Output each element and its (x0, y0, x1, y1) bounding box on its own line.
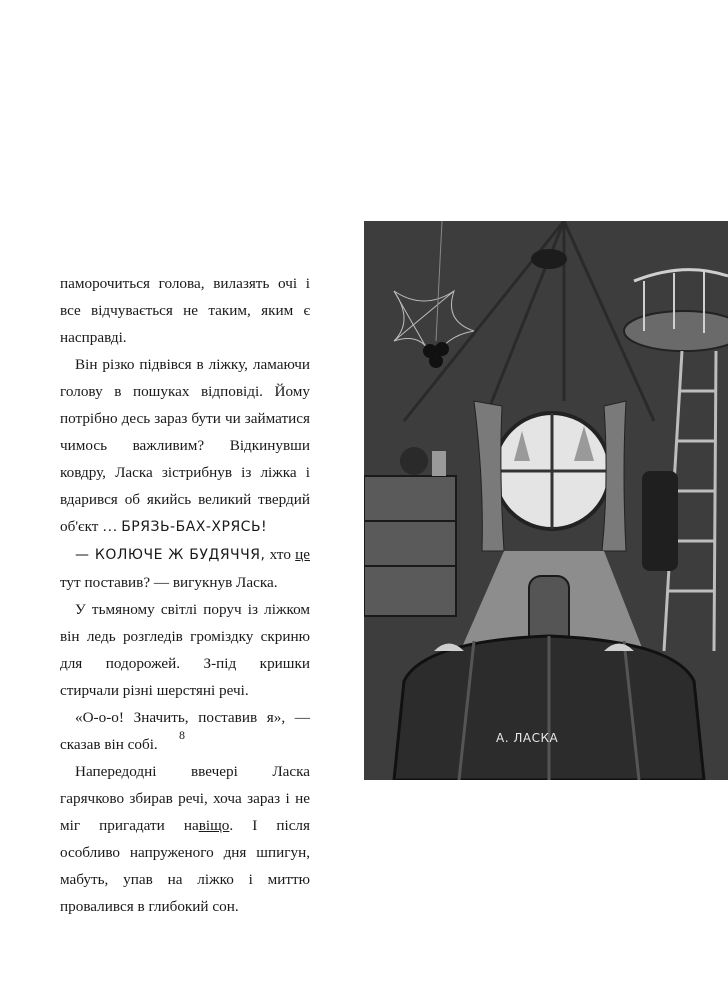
right-curtain (602, 401, 626, 551)
dresser (364, 447, 456, 616)
paragraph-6-text-a: Напередодні ввечері Ласка гарячково збирав речі, хоча зараз і не міг пригадати на (60, 763, 310, 834)
loft-platform (624, 270, 728, 351)
trunk-label: А. ЛАСКА (496, 731, 559, 745)
paragraph-1: паморочиться голова, вилазять очі і все відчувається не таким, яким є насправді. (60, 275, 310, 346)
ceiling-beams (404, 221, 654, 421)
travel-trunk (394, 636, 704, 780)
paragraph-6-text-b: . І після особливо напруженого дня шпигун, мабуть, упав на ліжко і миттю провалився в глибокий сон. (60, 817, 310, 915)
left-curtain (474, 401, 504, 551)
body-text (60, 270, 310, 920)
sound-effect-crash: БРЯЗЬ-БАХ-ХРЯСЬ! (121, 519, 268, 535)
paragraph-2 (60, 351, 310, 541)
paragraph-3-text-b: тут поставив? — вигукнув Ласка. (60, 574, 278, 591)
hanging-decoration (423, 221, 449, 368)
round-window (494, 413, 610, 529)
paragraph-5: «О-о-о! Значить, поставив я», — сказав він собі. (60, 709, 310, 753)
illustration-drawing (364, 221, 728, 780)
hanging-coat (642, 471, 678, 571)
paragraph-6 (60, 758, 310, 920)
paragraph-3 (60, 541, 310, 596)
exclamation-text: — КОЛЮЧЕ Ж БУДЯЧЧЯ, (75, 547, 266, 563)
paragraph-2-text: Він різко підвівся в ліжку, ламаючи голову в пошуках відповіді. Йому потрібно десь зараз бути чи займатися чимось важливим? Відкинувши ковдру, Ласка зістрибнув із ліжка і вдарився об якийсь великий твердий об'єкт … (60, 356, 310, 535)
illustration-attic-room (364, 221, 728, 780)
ceiling-hole (531, 249, 567, 269)
paragraph-6-underlined: віщо (198, 817, 230, 834)
paragraph-3-underlined: це (295, 546, 311, 563)
page-number: 8 (179, 728, 185, 742)
paragraph-3-text-a: хто (269, 546, 296, 563)
paragraph-4: У тьмяному світлі поруч із ліжком він ледь розгледів громіздку скриню для подорожей. З-під кришки стирчали різні шерстяні речі. (60, 601, 310, 699)
